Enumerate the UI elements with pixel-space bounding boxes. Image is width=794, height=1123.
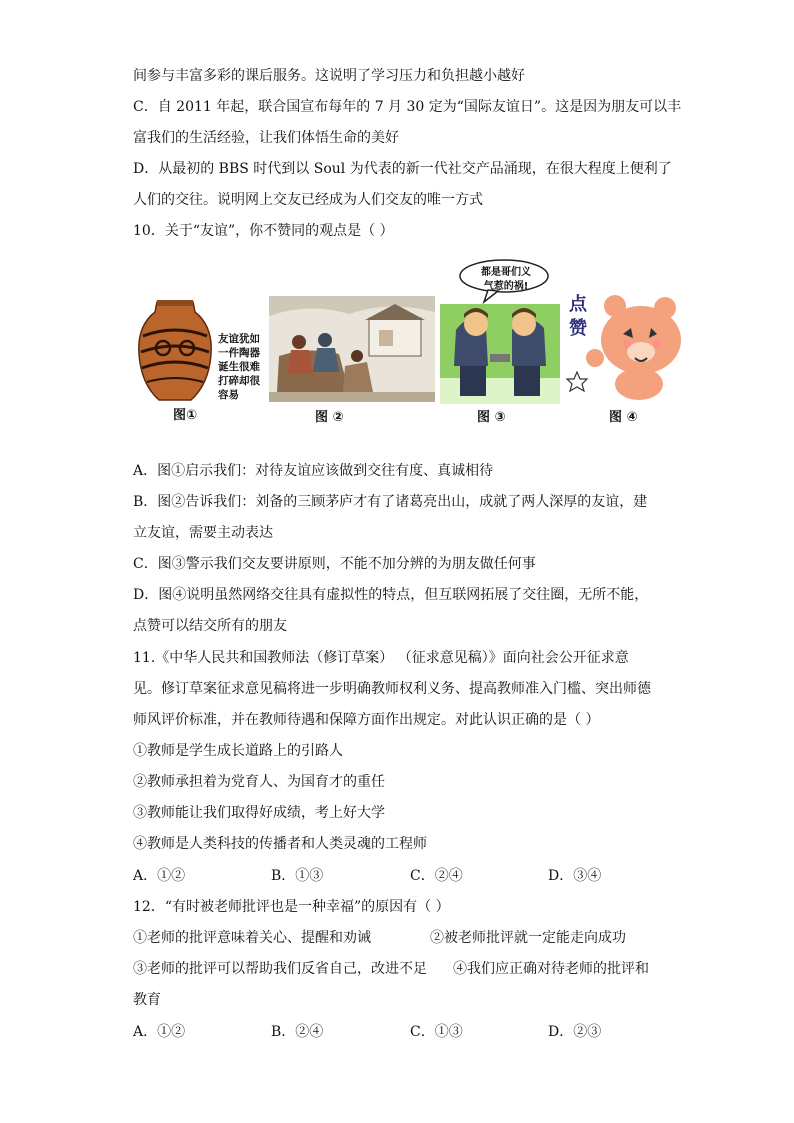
figure-caption-1: 图① — [173, 408, 198, 423]
q9-option-c-line-1: C．自 2011 年起，联合国宣布每年的 7 月 30 定为“国际友谊日”。这是因为朋友可以丰 — [133, 99, 682, 115]
q10-option-d-line-2: 点赞可以结交所有的朋友 — [133, 618, 287, 634]
q12-choice-b[interactable]: B．②④ — [271, 1024, 324, 1040]
q10-option-d-line-1: D．图④说明虽然网络交往具有虚拟性的特点，但互联网拓展了交往圈，无所不能， — [133, 587, 649, 603]
figure-caption-4: 图 ④ — [609, 410, 638, 425]
three-visits-painting-image — [269, 296, 435, 402]
q11-choice-c[interactable]: C．②④ — [410, 868, 463, 884]
q10-option-b-line-1: B．图②告诉我们：刘备的三顾茅庐才有了诸葛亮出山，成就了两人深厚的友谊，建 — [133, 494, 648, 510]
q12-choice-c[interactable]: C．①③ — [410, 1024, 463, 1040]
speech-bubble-text: 都是哥们义 气惹的祸! — [481, 267, 531, 292]
q12-item-3: ③老师的批评可以帮助我们反省自己，改进不足 — [133, 961, 427, 977]
q11-item-4: ④教师是人类科技的传播者和人类灵魂的工程师 — [133, 836, 427, 852]
q12-choice-d[interactable]: D．②③ — [548, 1024, 602, 1040]
q11-stem-line-2: 见。修订草案征求意见稿将进一步明确教师权利义务、提高教师准入门槛、突出师德 — [133, 681, 651, 697]
q12-item-4-cont: 教育 — [133, 992, 161, 1008]
q11-item-3: ③教师能让我们取得好成绩，考上好大学 — [133, 805, 385, 821]
q11-choice-a[interactable]: A．①② — [133, 868, 186, 884]
dianzan-char-2: 赞 — [569, 318, 587, 339]
q9-option-c-line-2: 富我们的生活经验，让我们体悟生命的美好 — [133, 130, 399, 146]
q11-stem-line-3: 师风评价标准，并在教师待遇和保障方面作出规定。对此认识正确的是（ ） — [133, 712, 600, 728]
q12-item-4: ④我们应正确对待老师的批评和 — [453, 961, 649, 977]
q10-option-a: A．图①启示我们：对待友谊应该做到交往有度、真诚相待 — [133, 463, 494, 479]
q10-figure — [135, 258, 690, 428]
q10-option-c: C．图③警示我们交友要讲原则，不能不加分辨的为朋友做任何事 — [133, 556, 536, 572]
q11-choice-d[interactable]: D．③④ — [548, 868, 602, 884]
q12-choice-a[interactable]: A．①② — [133, 1024, 186, 1040]
figure-caption-2: 图 ② — [315, 410, 344, 425]
q12-stem: 12．“有时被老师批评也是一种幸福”的原因有（ ） — [133, 899, 450, 915]
dianzan-char-1: 点 — [569, 294, 587, 315]
q11-stem-line-1: 11.《中华人民共和国教师法（修订草案） （征求意见稿）》面向社会公开征求意 — [133, 650, 629, 666]
q9-option-d-line-1: D．从最初的 BBS 时代到以 Soul 为代表的新一代社交产品涌现，在很大程度上便利了 — [133, 161, 672, 177]
q10-stem: 10．关于“友谊”，你不赞同的观点是（ ） — [133, 223, 394, 239]
q11-item-2: ②教师承担着为党育人、为国育才的重任 — [133, 774, 385, 790]
q9-line-1: 间参与丰富多彩的课后服务。这说明了学习压力和负担越小越好 — [133, 68, 525, 84]
vase-caption-text: 友谊犹如 一件陶器 诞生很难 打碎却很 容易 — [218, 333, 260, 401]
pottery-vase-image — [135, 296, 215, 406]
q11-item-1: ①教师是学生成长道路上的引路人 — [133, 743, 343, 759]
figure-caption-3: 图 ③ — [477, 410, 506, 425]
q11-choice-b[interactable]: B．①③ — [271, 868, 324, 884]
q12-item-2: ②被老师批评就一定能走向成功 — [430, 930, 626, 946]
q9-option-d-line-2: 人们的交往。说明网上交友已经成为人们交友的唯一方式 — [133, 192, 483, 208]
q12-item-1: ①老师的批评意味着关心、提醒和劝诫 — [133, 930, 371, 946]
q10-option-b-line-2: 立友谊，需要主动表达 — [133, 525, 273, 541]
